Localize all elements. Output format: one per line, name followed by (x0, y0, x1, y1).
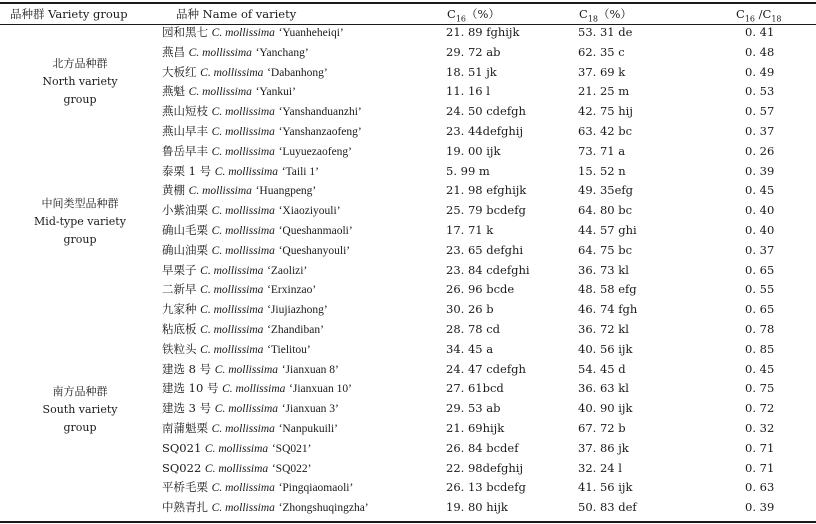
table-row (0, 260, 816, 280)
ratio-value: 0. 72 (745, 401, 775, 416)
table-row (0, 458, 816, 478)
ratio-value: 0. 55 (745, 282, 775, 297)
cultivar-name: ‘SQ021’ (271, 442, 312, 455)
cultivar-name: ‘Huangpeng’ (255, 185, 317, 198)
c16-value: 19. 00 ijk (446, 143, 501, 158)
cultivar-name: ‘Zaolizi’ (267, 264, 308, 277)
c16-value: 26. 96 bcde (446, 282, 515, 297)
variety-name (162, 441, 311, 456)
variety-name (162, 65, 328, 80)
group-south-cn: 南方品种群 (52, 385, 108, 398)
variety-name (162, 183, 316, 198)
variety-cn: 铁粒头 (162, 341, 197, 356)
c16-value: 28. 78 cd (446, 322, 501, 336)
top-rule (0, 2, 816, 4)
variety-cn: 园和黑七 (162, 25, 208, 39)
group-mid-cn: 中间类型品种群 (41, 197, 119, 210)
group-south-en2: group (63, 421, 97, 434)
table-row (0, 220, 816, 240)
species-name: C. mollissima (214, 165, 279, 178)
c18-value: 41. 56 ijk (578, 480, 633, 495)
ratio-value: 0. 32 (745, 421, 775, 435)
table-row (0, 299, 816, 319)
species-name: C. mollissima (211, 502, 275, 515)
cultivar-name: ‘Nanpukuili’ (278, 423, 338, 435)
ratio-value: 0. 39 (745, 500, 775, 515)
variety-cn: 燕山早丰 (162, 124, 208, 138)
c18-value: 21. 25 m (578, 84, 630, 99)
cultivar-name: ‘Yanshanduanzhi’ (278, 106, 362, 119)
cultivar-name: ‘Yuanheheiqi’ (278, 27, 344, 39)
species-name: C. mollissima (188, 185, 252, 198)
c16-value: 23. 44defghij (446, 124, 524, 138)
cultivar-name: ‘Luyuezaofeng’ (278, 145, 353, 158)
ratio-value: 0. 71 (745, 460, 775, 475)
ratio-value: 0. 41 (745, 25, 775, 39)
header-variety-name: 品种 Name of variety (176, 7, 297, 21)
c16-value: 29. 53 ab (446, 401, 501, 416)
c18-value: 36. 73 kl (578, 262, 629, 277)
header-c18: $C_{18}(\%)$ (579, 7, 632, 24)
species-name: C. mollissima (200, 284, 264, 297)
table-row (0, 477, 816, 497)
header-c16: $C_{16}(\%)$ (447, 7, 500, 24)
variety-cn: 鲁岳早丰 (162, 143, 208, 158)
variety-cn: 确山毛栗 (162, 223, 208, 237)
variety-cn: 九家种 (162, 302, 197, 317)
c18-value: 73. 71 a (578, 143, 626, 158)
variety-cn: 燕魁 (162, 84, 185, 99)
ratio-value: 0. 65 (745, 262, 775, 277)
variety-cn: 大板红 (162, 64, 197, 79)
variety-cn: 建选 3 号 (162, 401, 212, 416)
c16-value: 21. 69hijk (446, 421, 505, 435)
variety-name (162, 263, 307, 278)
ratio-value: 0. 37 (745, 124, 775, 138)
c18-value: 44. 57 ghi (578, 223, 637, 237)
bottom-rule (0, 521, 816, 523)
c16-value: 23. 65 defghi (446, 242, 524, 257)
c18-value: 64. 80 bc (578, 203, 633, 218)
c18-value: 46. 74 fgh (578, 302, 638, 317)
ratio-value: 0. 39 (745, 163, 775, 178)
ratio-value: 0. 63 (745, 480, 775, 495)
cultivar-name: ‘Zhandiban’ (267, 324, 324, 336)
species-name: C. mollissima (211, 225, 275, 237)
c18-value: 15. 52 n (578, 163, 626, 178)
c16-value: 24. 50 cdefgh (446, 104, 526, 119)
variety-name (162, 362, 339, 377)
c18-value: 63. 42 bc (578, 124, 633, 138)
variety-name (162, 164, 319, 179)
c16-value: 17. 71 k (446, 223, 494, 237)
species-name: C. mollissima (200, 324, 264, 336)
species-name: C. mollissima (204, 442, 269, 455)
ratio-value: 0. 75 (745, 381, 775, 396)
c18-value: 36. 63 kl (578, 381, 629, 396)
species-name: C. mollissima (200, 264, 264, 277)
table-row (0, 497, 816, 517)
c18-value: 67. 72 b (578, 421, 626, 435)
ratio-value: 0. 45 (745, 183, 775, 198)
table-row (0, 339, 816, 359)
variety-name (162, 203, 341, 218)
variety-name (162, 243, 350, 258)
ratio-value: 0. 45 (745, 361, 775, 376)
variety-cn: 小紫油栗 (162, 203, 208, 218)
variety-cn: 早栗子 (162, 262, 197, 277)
cultivar-name: ‘Yanshanzaofeng’ (278, 126, 362, 138)
variety-name (162, 84, 296, 99)
c18-value: 40. 56 ijk (578, 341, 633, 356)
ratio-value: 0. 57 (745, 104, 775, 119)
c16-value: 34. 45 a (446, 341, 494, 356)
table-row (0, 121, 816, 141)
cultivar-name: ‘Jianxuan 8’ (281, 363, 339, 376)
variety-cn: 黄棚 (162, 183, 185, 198)
variety-name (162, 124, 362, 139)
table-row (0, 418, 816, 438)
cultivar-name: ‘Dabanhong’ (267, 66, 328, 79)
variety-cn: 建选 8 号 (162, 361, 212, 376)
cultivar-name: ‘Taili 1’ (281, 165, 319, 178)
species-name: C. mollissima (188, 46, 252, 59)
cultivar-name: ‘Queshanyouli’ (278, 244, 351, 257)
table-row (0, 319, 816, 339)
ratio-value: 0. 49 (745, 64, 775, 79)
variety-cn: 平桥毛栗 (162, 480, 208, 495)
group-south-en1: South variety (42, 403, 118, 416)
table-row (0, 359, 816, 379)
species-name: C. mollissima (211, 205, 275, 218)
species-name: C. mollissima (188, 86, 252, 99)
c16-value: 24. 47 cdefgh (446, 361, 526, 376)
c18-value: 32. 24 l (578, 460, 622, 475)
c16-value: 5. 99 m (446, 163, 490, 178)
group-mid-en1: Mid-type variety (34, 215, 126, 228)
c16-value: 21. 98 efghijk (446, 183, 527, 198)
group-mid-en2: group (63, 233, 97, 246)
ratio-value: 0. 65 (745, 302, 775, 317)
cultivar-name: ‘Tielitou’ (267, 343, 311, 356)
table-row (0, 141, 816, 161)
variety-cn: SQ021 (162, 440, 202, 455)
variety-cn: 确山油栗 (162, 242, 208, 257)
c18-value: 62. 35 c (578, 44, 625, 59)
group-north-cn: 北方品种群 (52, 57, 108, 70)
c18-value: 53. 31 de (578, 25, 633, 39)
table-row (0, 200, 816, 220)
ratio-value: 0. 85 (745, 341, 775, 356)
species-name: C. mollissima (214, 403, 279, 416)
cultivar-name: ‘Zhongshuqingzha’ (278, 502, 369, 515)
variety-cn: 燕昌 (162, 44, 185, 59)
variety-name (162, 25, 344, 40)
ratio-value: 0. 48 (745, 44, 775, 59)
table-row (0, 81, 816, 101)
cultivar-name: ‘Jiujiazhong’ (267, 304, 328, 317)
ratio-value: 0. 40 (745, 203, 775, 218)
c18-value: 37. 69 k (578, 64, 626, 79)
table-row (0, 42, 816, 62)
table-row (0, 240, 816, 260)
c16-value: 23. 84 cdefghi (446, 262, 530, 277)
table-row (0, 398, 816, 418)
ratio-value: 0. 53 (745, 84, 775, 99)
c16-value: 25. 79 bcdefg (446, 203, 526, 218)
c16-value: 22. 98defghij (446, 460, 524, 475)
variety-name (162, 144, 352, 159)
c16-value: 29. 72 ab (446, 44, 501, 59)
variety-cn: 南蒲魁栗 (162, 421, 208, 435)
ratio-value: 0. 37 (745, 242, 775, 257)
c18-value: 50. 83 def (578, 500, 637, 515)
variety-name (162, 282, 316, 297)
table-row (0, 62, 816, 82)
header-variety-group: 品种群 Variety group (10, 7, 128, 21)
ratio-value: 0. 40 (745, 223, 775, 237)
c16-value: 26. 13 bcdefg (446, 480, 526, 495)
c16-value: 11. 16 l (446, 84, 490, 99)
c18-value: 64. 75 bc (578, 242, 633, 257)
ratio-value: 0. 26 (745, 143, 775, 158)
table-row (0, 279, 816, 299)
variety-name (162, 322, 324, 337)
variety-name (162, 302, 328, 317)
cultivar-name: ‘Jianxuan 10’ (289, 383, 352, 396)
variety-cn: 中熟青扎 (162, 500, 208, 515)
cultivar-name: ‘Yankui’ (255, 86, 296, 99)
species-name: C. mollissima (211, 27, 275, 39)
header-ratio: $C_{16}$ $/C_{18}$ (736, 7, 782, 24)
variety-cn: 燕山短枝 (162, 104, 208, 119)
cultivar-name: ‘SQ022’ (271, 462, 312, 475)
cultivar-name: ‘Jianxuan 3’ (281, 403, 339, 416)
table-row (0, 378, 816, 398)
c18-value: 37. 86 jk (578, 440, 629, 455)
species-name: C. mollissima (222, 383, 286, 396)
species-name: C. mollissima (211, 423, 275, 435)
cultivar-name: ‘Xiaoziyouli’ (278, 205, 341, 218)
cultivar-name: ‘Erxinzao’ (267, 284, 317, 297)
variety-cn: 泰栗 1 号 (162, 163, 212, 178)
variety-name (162, 401, 339, 416)
c18-value: 54. 45 d (578, 361, 626, 376)
variety-name (162, 461, 311, 476)
table-row (0, 161, 816, 181)
variety-name (162, 45, 309, 60)
cultivar-name: ‘Queshanmaoli’ (278, 225, 353, 237)
c16-value: 30. 26 b (446, 302, 494, 317)
table-row (0, 22, 816, 42)
variety-name (162, 480, 353, 495)
species-name: C. mollissima (214, 363, 279, 376)
species-name: C. mollissima (211, 126, 275, 138)
variety-name (162, 342, 311, 357)
table-row (0, 438, 816, 458)
species-name: C. mollissima (211, 482, 275, 495)
c18-value: 40. 90 ijk (578, 401, 633, 416)
species-name: C. mollissima (204, 462, 269, 475)
variety-name (162, 421, 338, 436)
c18-value: 36. 72 kl (578, 322, 629, 336)
variety-name (162, 104, 362, 119)
species-name: C. mollissima (200, 343, 264, 356)
table-row (0, 180, 816, 200)
group-north-en2: group (63, 93, 97, 106)
variety-cn: 二新早 (162, 282, 197, 297)
cultivar-name: ‘Pingqiaomaoli’ (278, 482, 354, 495)
c18-value: 49. 35efg (578, 183, 634, 198)
cultivar-name: ‘Yanchang’ (255, 46, 309, 59)
species-name: C. mollissima (211, 244, 275, 257)
variety-cn: 粘底板 (162, 322, 197, 336)
ratio-value: 0. 78 (745, 322, 775, 336)
ratio-value: 0. 71 (745, 440, 775, 455)
variety-cn: 建选 10 号 (162, 381, 219, 396)
c18-value: 48. 58 efg (578, 282, 637, 297)
c16-value: 19. 80 hijk (446, 500, 508, 515)
variety-name (162, 381, 352, 396)
c16-value: 21. 89 fghijk (446, 25, 520, 39)
c18-value: 42. 75 hij (578, 104, 633, 119)
c16-value: 26. 84 bcdef (446, 440, 519, 455)
species-name: C. mollissima (200, 66, 264, 79)
table-row (0, 101, 816, 121)
group-north-en1: North variety (42, 75, 118, 88)
species-name: C. mollissima (211, 106, 275, 119)
c16-value: 18. 51 jk (446, 64, 497, 79)
variety-name (162, 500, 369, 515)
species-name: C. mollissima (211, 145, 275, 158)
c16-value: 27. 61bcd (446, 381, 504, 396)
variety-name (162, 223, 353, 238)
variety-cn: SQ022 (162, 460, 202, 475)
species-name: C. mollissima (200, 304, 264, 317)
